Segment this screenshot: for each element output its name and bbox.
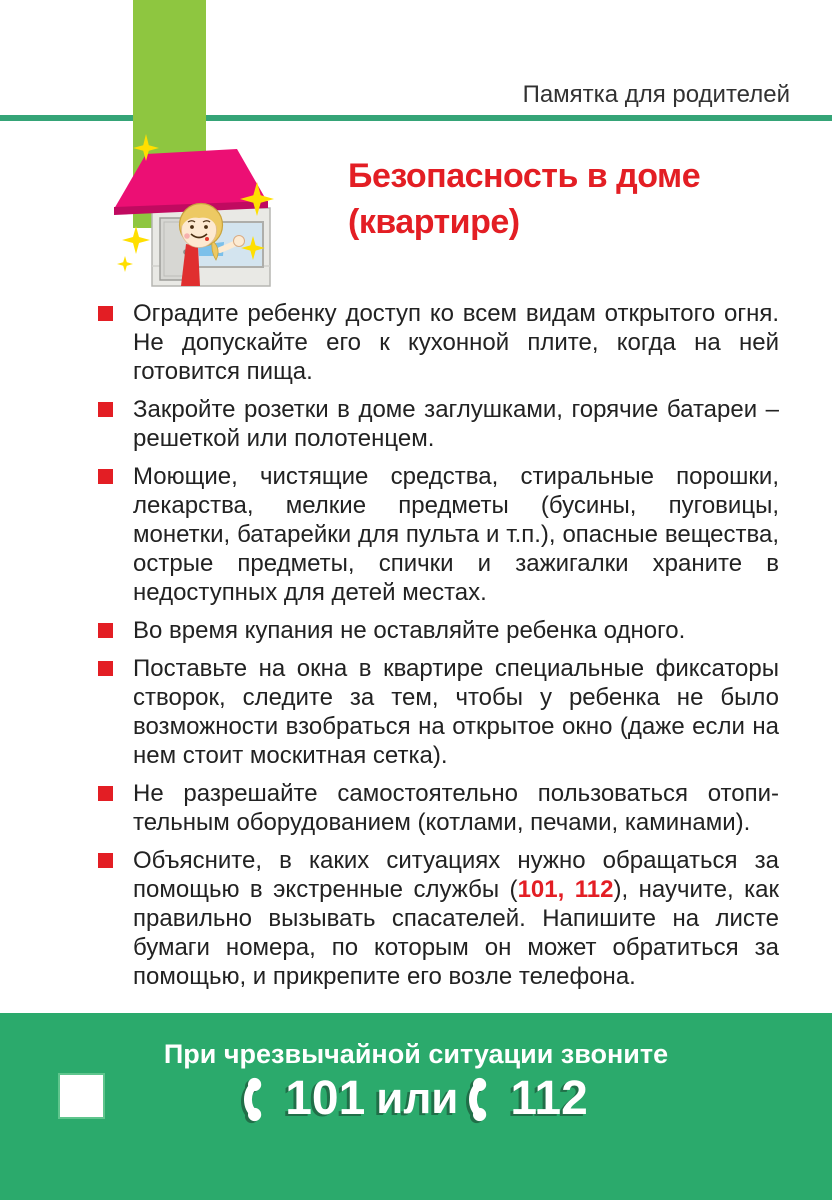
white-square — [58, 1073, 105, 1119]
footer-call-line — [0, 1072, 832, 1125]
red-square-bullet-icon — [98, 786, 113, 801]
list-item — [98, 654, 780, 770]
page-title: Безопасность в доме (квартире) — [348, 157, 701, 241]
red-square-bullet-icon — [98, 402, 113, 417]
footer-banner — [0, 1013, 832, 1200]
red-square-bullet-icon — [98, 623, 113, 638]
list-item — [98, 299, 780, 386]
red-square-bullet-icon — [98, 306, 113, 321]
list-item — [98, 779, 780, 837]
list-item — [98, 616, 780, 645]
phone-handset-icon — [244, 1076, 274, 1123]
bullet-list — [98, 299, 780, 1000]
bullet-text: Поставьте на окна в квартире специальные фиксаторы створок, следите за тем, чтобы у ребенка не было возможности взобраться на открытое окно (даже если на нем стоит москитная сетка). — [133, 655, 779, 769]
phone-handset-icon — [469, 1076, 499, 1123]
bullet-text-part: ), научите, как правильно вызывать спасателей. Напишите на листе бумаги номера, по которым он может обратиться за помощью, и прикрепите его возле телефона. — [133, 876, 779, 990]
footer-heading: При чрезвычайной ситуации звоните — [163, 1039, 669, 1069]
emergency-number-112: 112 — [510, 1072, 588, 1125]
bullet-text: Оградите ребенку доступ ко всем видам открытого огня. Не допускайте его к кухонной плите, когда на ней готовится пища. — [133, 300, 779, 385]
bullet-text-part: Объясните, в каких ситуациях нужно обращаться за помощью в экстренные службы ( — [133, 847, 779, 903]
list-item — [98, 846, 780, 991]
emergency-number-101: 101 — [285, 1072, 366, 1125]
red-square-bullet-icon — [98, 469, 113, 484]
house-illustration — [100, 142, 295, 297]
bullet-text: Не разрешайте самостоятельно пользоваться отопительным оборудованием (котлами, печами, каминами). — [133, 780, 779, 836]
red-square-bullet-icon — [98, 853, 113, 868]
bullet-text: Моющие, чистящие средства, стиральные порошки, лекарства, мелкие предметы (бусины, пуговицы, монетки, батарейки для пульта и т.п.), опасные вещества, острые предметы, спички и зажигалки храните в недоступных для детей местах. — [133, 463, 779, 606]
bullet-text: Закройте розетки в доме заглушками, горячие батареи – решеткой или полотенцем. — [133, 396, 779, 452]
footer-conjunction: или — [376, 1074, 459, 1123]
emergency-numbers: 101, 112 — [517, 876, 614, 903]
list-item — [98, 395, 780, 453]
bullet-text: Во время купания не оставляйте ребенка одного. — [133, 617, 686, 644]
list-item — [98, 462, 780, 607]
divider-line — [0, 115, 832, 121]
bullet-text — [133, 846, 779, 991]
roof — [114, 149, 268, 215]
red-square-bullet-icon — [98, 661, 113, 676]
header-label: Памятка для родителей — [522, 81, 790, 108]
